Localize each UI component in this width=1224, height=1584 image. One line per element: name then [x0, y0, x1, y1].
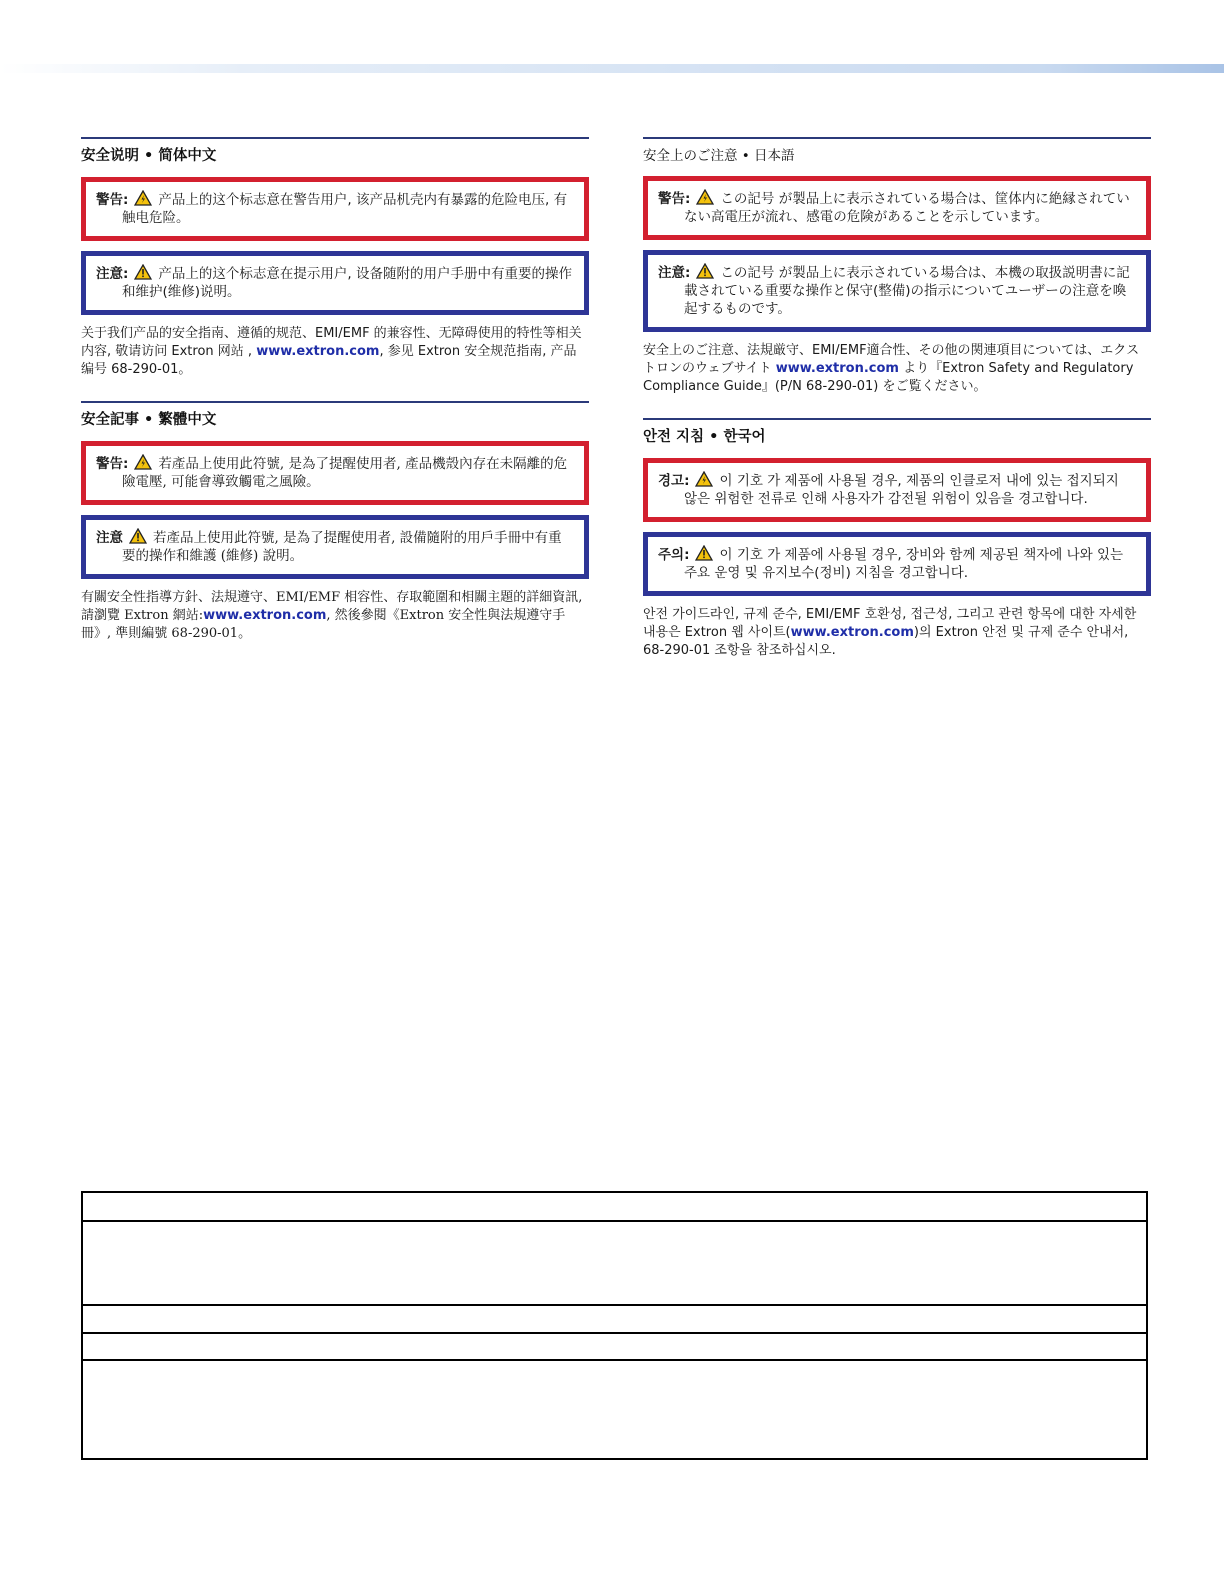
caution-text: この記号 が製品上に表示されている場合は、本機の取扱説明書に記載されている重要な操作と保守(整備)の指示についてユーザーの注意を喚起するものです。	[684, 265, 1130, 317]
warning-box	[643, 458, 1151, 522]
warning-triangle-icon	[695, 471, 713, 487]
table-row	[83, 1334, 1146, 1361]
caution-text: 이 기호 가 제품에 사용될 경우, 장비와 함께 제공된 책자에 나와 있는 주요 운영 및 유지보수(정비) 지침을 경고합니다.	[684, 547, 1124, 581]
section-body	[81, 325, 589, 379]
warning-label: 警告:	[96, 192, 129, 208]
caution-triangle-icon	[134, 264, 152, 280]
section-heading: 安全上のご注意 • 日本語	[643, 137, 1151, 164]
section-heading: 안전 지침 • 한국어	[643, 418, 1151, 446]
body-text-after: , 然後參閱《Extron 安全性與法規遵守手冊》, 準則編號 68-290-01。	[81, 608, 566, 641]
warning-triangle-icon	[134, 190, 152, 206]
warning-text: 若產品上使用此符號, 是為了提醒使用者, 產品機殼內存在未隔離的危險電壓, 可能會導致觸電之風險。	[122, 456, 568, 490]
caution-text: 若產品上使用此符號, 是為了提醒使用者, 設備隨附的用戶手冊中有重要的操作和維護 (維修) 說明。	[122, 530, 562, 564]
caution-box	[643, 250, 1151, 332]
section-japanese	[643, 137, 1151, 396]
warning-box	[81, 177, 589, 241]
section-simplified-chinese	[81, 137, 589, 379]
right-column	[643, 137, 1151, 682]
table-row	[83, 1361, 1146, 1458]
body-text-before: 关于我们产品的安全指南、遵循的规范、EMI/EMF 的兼容性、无障碍使用的特性等相关内容, 敬请访问 Extron 网站 ,	[81, 326, 582, 359]
warning-text: 이 기호 가 제품에 사용될 경우, 제품의 인클로저 내에 있는 접지되지 않은 위험한 전류로 인해 사용자가 감전될 위험이 있음을 경고합니다.	[684, 473, 1119, 507]
table-row	[83, 1193, 1146, 1222]
left-column	[81, 137, 589, 665]
body-text-before: 有關安全性指導方針、法規遵守、EMI/EMF 相容性、存取範圍和相關主題的詳細資訊, 請瀏覽 Extron 網站:	[81, 590, 583, 623]
header-gradient-band	[0, 64, 1224, 73]
extron-website-link[interactable]: www.extron.com	[790, 625, 914, 640]
section-korean	[643, 418, 1151, 660]
warning-triangle-icon	[134, 454, 152, 470]
table-row	[83, 1222, 1146, 1306]
blank-form-table	[81, 1191, 1148, 1460]
section-body	[643, 606, 1151, 660]
warning-label: 경고:	[658, 473, 690, 489]
warning-label: 警告:	[658, 191, 691, 207]
section-heading: 安全記事 • 繁體中文	[81, 401, 589, 429]
caution-box	[81, 515, 589, 579]
caution-box	[643, 532, 1151, 596]
warning-label: 警告:	[96, 456, 129, 472]
section-body	[81, 589, 589, 643]
caution-text: 产品上的这个标志意在提示用户, 设备随附的用户手册中有重要的操作和维护(维修)说明。	[122, 266, 572, 300]
warning-triangle-icon	[696, 189, 714, 205]
section-body	[643, 342, 1151, 396]
table-row	[83, 1306, 1146, 1334]
caution-box	[81, 251, 589, 315]
body-text-after: より『Extron Safety and Regulatory Compliance Guide』(P/N 68-290-01) をご覧ください。	[643, 361, 1134, 394]
caution-label: 注意	[96, 530, 123, 546]
caution-triangle-icon	[696, 263, 714, 279]
extron-website-link[interactable]: www.extron.com	[256, 344, 380, 359]
extron-website-link[interactable]: www.extron.com	[203, 608, 327, 623]
section-traditional-chinese	[81, 401, 589, 643]
warning-box	[643, 176, 1151, 240]
caution-triangle-icon	[695, 545, 713, 561]
warning-text: この記号 が製品上に表示されている場合は、筐体内に絶縁されていない高電圧が流れ、感電の危険があることを示しています。	[684, 191, 1130, 225]
caution-triangle-icon	[129, 528, 147, 544]
caution-label: 注意:	[658, 265, 691, 281]
warning-text: 产品上的这个标志意在警告用户, 该产品机壳内有暴露的危险电压, 有触电危险。	[122, 192, 568, 226]
body-text-before: 안전 가이드라인, 규제 준수, EMI/EMF 호환성, 접근성, 그리고 관련 항목에 대한 자세한 내용은 Extron 웹 사이트(	[643, 607, 1137, 640]
section-heading: 安全说明 • 简体中文	[81, 137, 589, 165]
body-text-after: )의 Extron 안전 및 규제 준수 안내서, 68-290-01 조항을 참조하십시오.	[643, 625, 1129, 658]
caution-label: 注意:	[96, 266, 129, 282]
body-text-before: 安全上のご注意、法規厳守、EMI/EMF適合性、その他の関連項目については、エクストロンのウェブサイト	[643, 343, 1140, 376]
extron-website-link[interactable]: www.extron.com	[775, 361, 899, 376]
caution-label: 주의:	[658, 547, 690, 563]
warning-box	[81, 441, 589, 505]
body-text-after: , 参见 Extron 安全规范指南, 产品编号 68-290-01。	[81, 344, 577, 377]
